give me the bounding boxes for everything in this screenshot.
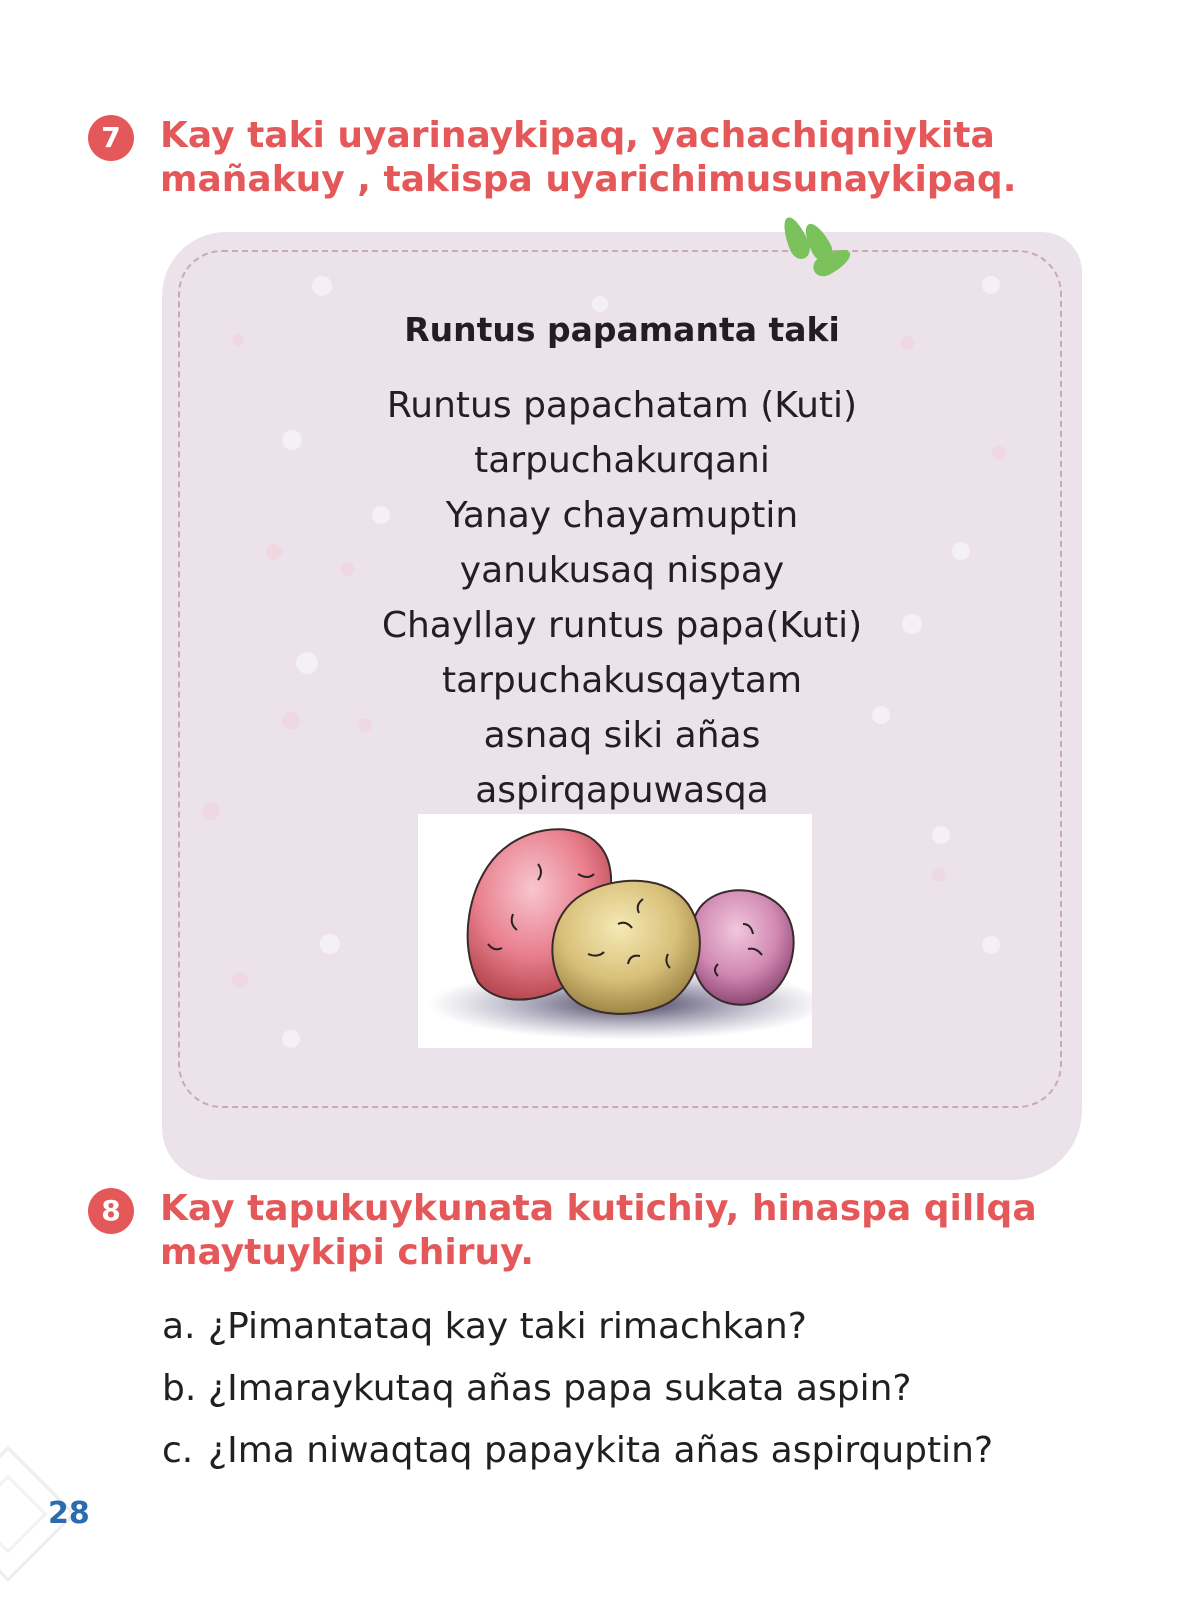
question-text: ¿Pimantataq kay taki rimachkan?: [208, 1306, 807, 1347]
potatoes-illustration: [418, 814, 812, 1048]
decor-dot: [232, 972, 248, 988]
poem-line: yanukusaq nispay: [459, 550, 785, 591]
decor-dot: [312, 276, 332, 296]
question-letter: b.: [162, 1368, 197, 1409]
decor-dot: [982, 936, 1000, 954]
instruction-line: mañakuy , takispa uyarichimusunaykipaq.: [160, 159, 1017, 200]
instruction-line: Kay taki uyarinaykipaq, yachachiqniykita: [160, 115, 995, 156]
poem-line: tarpuchakusqaytam: [441, 660, 803, 701]
instruction-line: maytuykipi chiruy.: [160, 1232, 534, 1273]
page-number: 28: [48, 1496, 90, 1531]
question-letter: a.: [162, 1306, 196, 1347]
exercise-7-instruction: [160, 114, 1060, 202]
question-item: [162, 1358, 993, 1420]
poem-line: Runtus papachatam (Kuti): [386, 385, 858, 426]
poem-line: tarpuchakurqani: [474, 440, 770, 481]
exercise-number-badge: 7: [88, 115, 134, 161]
decor-dot: [932, 826, 950, 844]
exercise-8-instruction: [160, 1187, 1060, 1275]
question-item: [162, 1296, 993, 1358]
poem-title: Runtus papamanta taki: [404, 310, 840, 349]
decor-dot: [932, 868, 946, 882]
poem-body: [162, 378, 1082, 818]
question-text: ¿Imaraykutaq añas papa sukata aspin?: [208, 1368, 912, 1409]
poem-line: asnaq siki añas: [483, 715, 761, 756]
question-list: [162, 1296, 993, 1482]
exercise-number-badge: 8: [88, 1188, 134, 1234]
yellow-potato: [552, 881, 700, 1014]
poem-card: [162, 232, 1082, 1180]
question-text: ¿Ima niwaqtaq papaykita añas aspirquptin?: [208, 1430, 994, 1471]
decor-dot: [320, 934, 340, 954]
purple-potato: [690, 890, 793, 1004]
instruction-line: Kay tapukuykunata kutichiy, hinaspa qillqa: [160, 1188, 1037, 1229]
poem-line: Chayllay runtus papa(Kuti): [381, 605, 863, 646]
decor-dot: [982, 276, 1000, 294]
question-item: [162, 1420, 993, 1482]
potatoes-drawing: [418, 814, 812, 1048]
poem-line: Yanay chayamuptin: [445, 495, 799, 536]
question-letter: c.: [162, 1430, 194, 1471]
poem-line: aspirqapuwasqa: [475, 770, 769, 811]
decor-dot: [282, 1030, 300, 1048]
